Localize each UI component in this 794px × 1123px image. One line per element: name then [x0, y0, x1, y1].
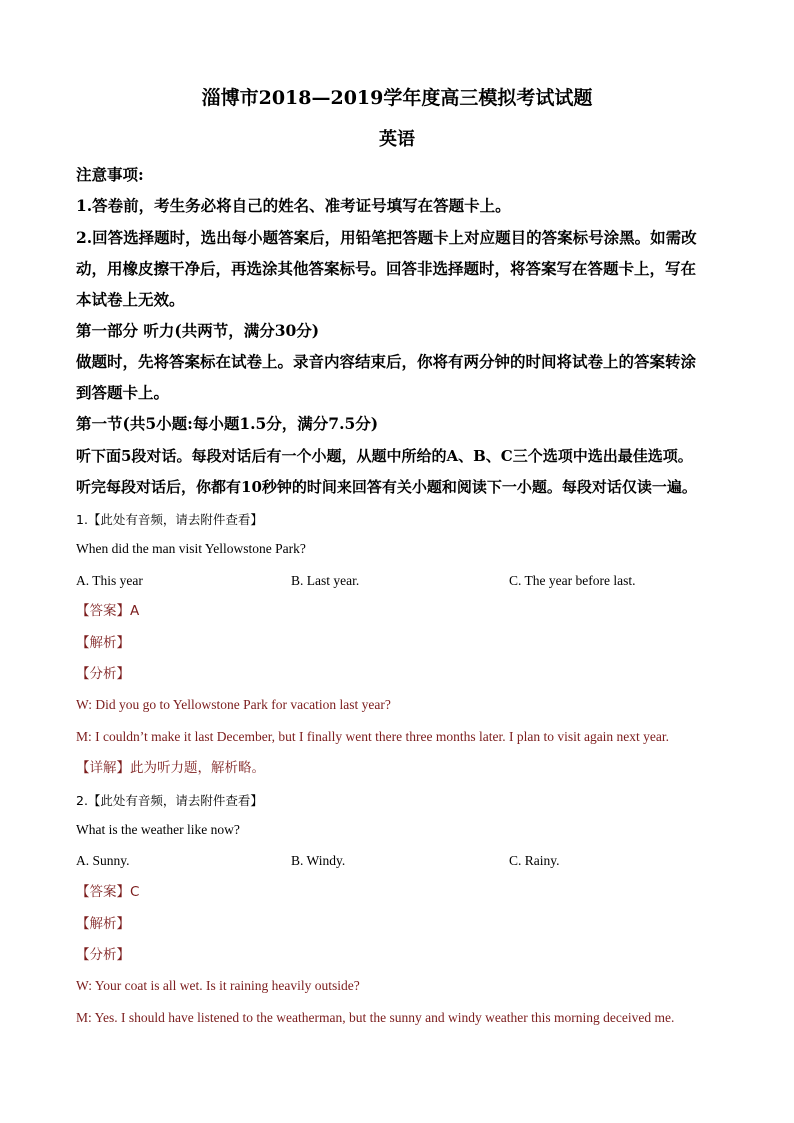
question-2-dialog-m: M: Yes. I should have listened to the weatherman, but the sunny and windy weather this morning deceived me. — [76, 1010, 675, 1025]
question-1-answer: 【答案】A — [76, 603, 140, 619]
part1-heading: 第一部分 听力(共两节，满分30分) — [76, 321, 320, 340]
question-1-option-c: C. The year before last. — [509, 573, 636, 588]
part1-desc-line-2: 到答题卡上。 — [76, 383, 170, 402]
question-2-option-b: B. Windy. — [291, 853, 346, 868]
section1-desc-line-2: 听完每段对话后，你都有10秒钟的时间来回答有关小题和阅读下一小题。每段对话仅读一遍。 — [76, 478, 697, 496]
instruction-item-1: 1.答卷前，考生务必将自己的姓名、准考证号填写在答题卡上。 — [76, 196, 511, 215]
question-1-dialog-w: W: Did you go to Yellowstone Park for vacation last year? — [76, 697, 391, 712]
question-1-stem: When did the man visit Yellowstone Park? — [76, 541, 306, 556]
question-2-stem: What is the weather like now? — [76, 822, 240, 837]
question-2-analysis: 【解析】 — [76, 916, 130, 932]
question-1-analysis: 【解析】 — [76, 635, 130, 651]
question-1-dialog-m: M: I couldn’t make it last December, but I finally went there three months later. I plan to visit again next year. — [76, 729, 670, 744]
question-2-answer: 【答案】C — [76, 884, 140, 900]
subject-title: 英语 — [379, 129, 415, 150]
question-2-dialog-w: W: Your coat is all wet. Is it raining heavily outside? — [76, 978, 360, 993]
question-1-detail: 【详解】此为听力题，解析略。 — [76, 760, 265, 776]
question-2-fenxi: 【分析】 — [76, 947, 130, 963]
page-title: 淄博市2018—2019学年度高三模拟考试试题 — [201, 87, 593, 109]
instructions-heading: 注意事项: — [76, 165, 144, 184]
section1-heading: 第一节(共5小题:每小题1.5分，满分7.5分) — [76, 414, 379, 433]
section1-desc-line-1: 听下面5段对话。每段对话后有一个小题，从题中所给的A、B、C三个选项中选出最佳选项。 — [76, 447, 693, 465]
question-2-option-a: A. Sunny. — [76, 853, 130, 868]
question-1-audio-note: 1.【此处有音频，请去附件查看】 — [76, 512, 263, 527]
part1-desc-line-1: 做题时，先将答案标在试卷上。录音内容结束后，你将有两分钟的时间将试卷上的答案转涂 — [76, 352, 697, 371]
question-1-option-b: B. Last year. — [291, 573, 360, 588]
instruction-item-2-line-2: 动，用橡皮擦干净后，再选涂其他答案标号。回答非选择题时，将答案写在答题卡上，写在 — [76, 259, 697, 278]
instruction-item-2-line-3: 本试卷上无效。 — [76, 290, 185, 309]
question-1-option-a: A. This year — [76, 573, 143, 588]
question-2-option-c: C. Rainy. — [509, 853, 560, 868]
instruction-item-2-line-1: 2.回答选择题时，选出每小题答案后，用铅笔把答题卡上对应题目的答案标号涂黑。如需改 — [76, 228, 697, 247]
question-1-fenxi: 【分析】 — [76, 666, 130, 682]
question-2-audio-note: 2.【此处有音频，请去附件查看】 — [76, 793, 263, 808]
